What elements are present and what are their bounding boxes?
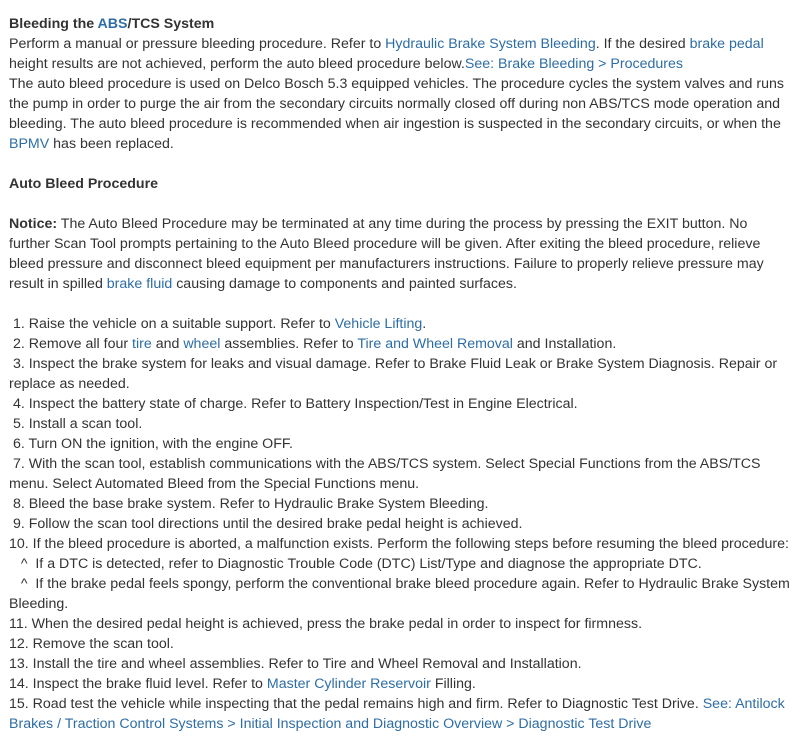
step-5: 5. Install a scan tool.	[9, 416, 143, 432]
step-6: 6. Turn ON the ignition, with the engine OFF.	[9, 436, 293, 452]
step-1-text: 1. Raise the vehicle on a suitable support. Refer to	[9, 316, 335, 332]
intro-paragraph	[9, 34, 791, 74]
step-2-and: and	[151, 336, 184, 352]
step-10-substep-spongy: ^ If the brake pedal feels spongy, perform the conventional brake bleed procedure again. Refer to Hydraulic Brake System Bleeding.	[9, 576, 794, 612]
intro-text-2: . If the desired	[595, 36, 690, 52]
intro-text-3: height results are not achieved, perform the auto bleed procedure below.	[9, 56, 465, 72]
step-10-substep-dtc: ^ If a DTC is detected, refer to Diagnostic Trouble Code (DTC) List/Type and diagnose the appropriate DTC.	[9, 556, 702, 572]
step-15-text: 15. Road test the vehicle while inspecting that the pedal remains high and firm. Refer to Diagnostic Test Drive.	[9, 696, 703, 712]
step-2-refer: assemblies. Refer to	[220, 336, 358, 352]
step-2	[9, 334, 791, 354]
abs-link[interactable]: ABS	[97, 16, 128, 32]
diagnostic-test-drive-link[interactable]: See: Antilock Brakes / Traction Control Systems > Initial Inspection and Diagnostic Overview > Diagnostic Test Drive	[9, 696, 789, 732]
brake-fluid-link[interactable]: brake fluid	[106, 276, 173, 292]
tire-link[interactable]: tire	[132, 336, 152, 352]
step-11: 11. When the desired pedal height is achieved, press the brake pedal in order to inspect for firmness.	[9, 616, 643, 632]
notice-text-1: The Auto Bleed Procedure may be terminated at any time during the process by pressing the EXIT button. No further Scan Tool prompts pertaining to the Auto Bleed procedure will be given. After exiting the bleed procedure, relieve bleed pressure and disconnect bleed equipment per manufacturers instructions. Failure to properly relieve pressure may result in spilled	[9, 216, 764, 292]
brake-pedal-link[interactable]: brake pedal	[689, 36, 764, 52]
step-2-text: 2. Remove all four	[9, 336, 133, 352]
bpmv-link[interactable]: BPMV	[9, 136, 50, 152]
page-title	[9, 14, 791, 34]
step-14-text: 14. Inspect the brake fluid level. Refer to	[9, 676, 267, 692]
step-13: 13. Install the tire and wheel assemblies. Refer to Tire and Wheel Removal and Installation.	[9, 656, 582, 672]
step-12: 12. Remove the scan tool.	[9, 636, 174, 652]
step-7: 7. With the scan tool, establish communications with the ABS/TCS system. Select Special Functions from the ABS/TCS menu. Select Automated Bleed from the Special Functions menu.	[9, 456, 765, 492]
auto-text-1: The auto bleed procedure is used on Delco Bosch 5.3 equipped vehicles. The procedure cycles the system valves and runs the pump in order to purge the air from the secondary circuits normally closed off during non ABS/TCS mode operation and bleeding. The auto bleed procedure is recommended when air ingestion is suspected in the secondary circuits, or when the	[9, 76, 784, 132]
step-14-end: Filling.	[430, 676, 476, 692]
notice-label: Notice:	[9, 216, 58, 232]
tire-wheel-removal-link[interactable]: Tire and Wheel Removal	[357, 336, 513, 352]
step-1	[9, 314, 791, 334]
hydraulic-brake-bleeding-link[interactable]: Hydraulic Brake System Bleeding	[385, 36, 596, 52]
step-14	[9, 674, 791, 694]
section-heading: Auto Bleed Procedure	[9, 176, 158, 192]
brake-bleeding-procedures-link[interactable]: See: Brake Bleeding > Procedures	[464, 56, 683, 72]
vehicle-lifting-link[interactable]: Vehicle Lifting	[334, 316, 423, 332]
step-15	[9, 694, 791, 734]
procedure-steps	[9, 314, 794, 734]
notice-text-2: causing damage to components and painted surfaces.	[172, 276, 517, 292]
step-4: 4. Inspect the battery state of charge. Refer to Battery Inspection/Test in Engine Electrical.	[9, 396, 578, 412]
intro-text-1: Perform a manual or pressure bleeding procedure. Refer to	[9, 36, 386, 52]
step-8: 8. Bleed the base brake system. Refer to Hydraulic Brake System Bleeding.	[9, 496, 489, 512]
wheel-link[interactable]: wheel	[183, 336, 221, 352]
auto-bleed-description	[9, 74, 791, 154]
step-3: 3. Inspect the brake system for leaks and visual damage. Refer to Brake Fluid Leak or Brake System Diagnosis. Repair or replace as needed.	[9, 356, 782, 392]
step-1-end: .	[422, 316, 427, 332]
step-9: 9. Follow the scan tool directions until the desired brake pedal height is achieved.	[9, 516, 523, 532]
title-pre: Bleeding the	[9, 16, 98, 32]
notice-paragraph	[9, 214, 791, 294]
step-10: 10. If the bleed procedure is aborted, a malfunction exists. Perform the following steps before resuming the bleed procedure:	[9, 536, 789, 552]
step-2-end: and Installation.	[512, 336, 617, 352]
auto-text-2: has been replaced.	[49, 136, 174, 152]
master-cylinder-reservoir-link[interactable]: Master Cylinder Reservoir	[266, 676, 431, 692]
title-post: /TCS System	[127, 16, 215, 32]
